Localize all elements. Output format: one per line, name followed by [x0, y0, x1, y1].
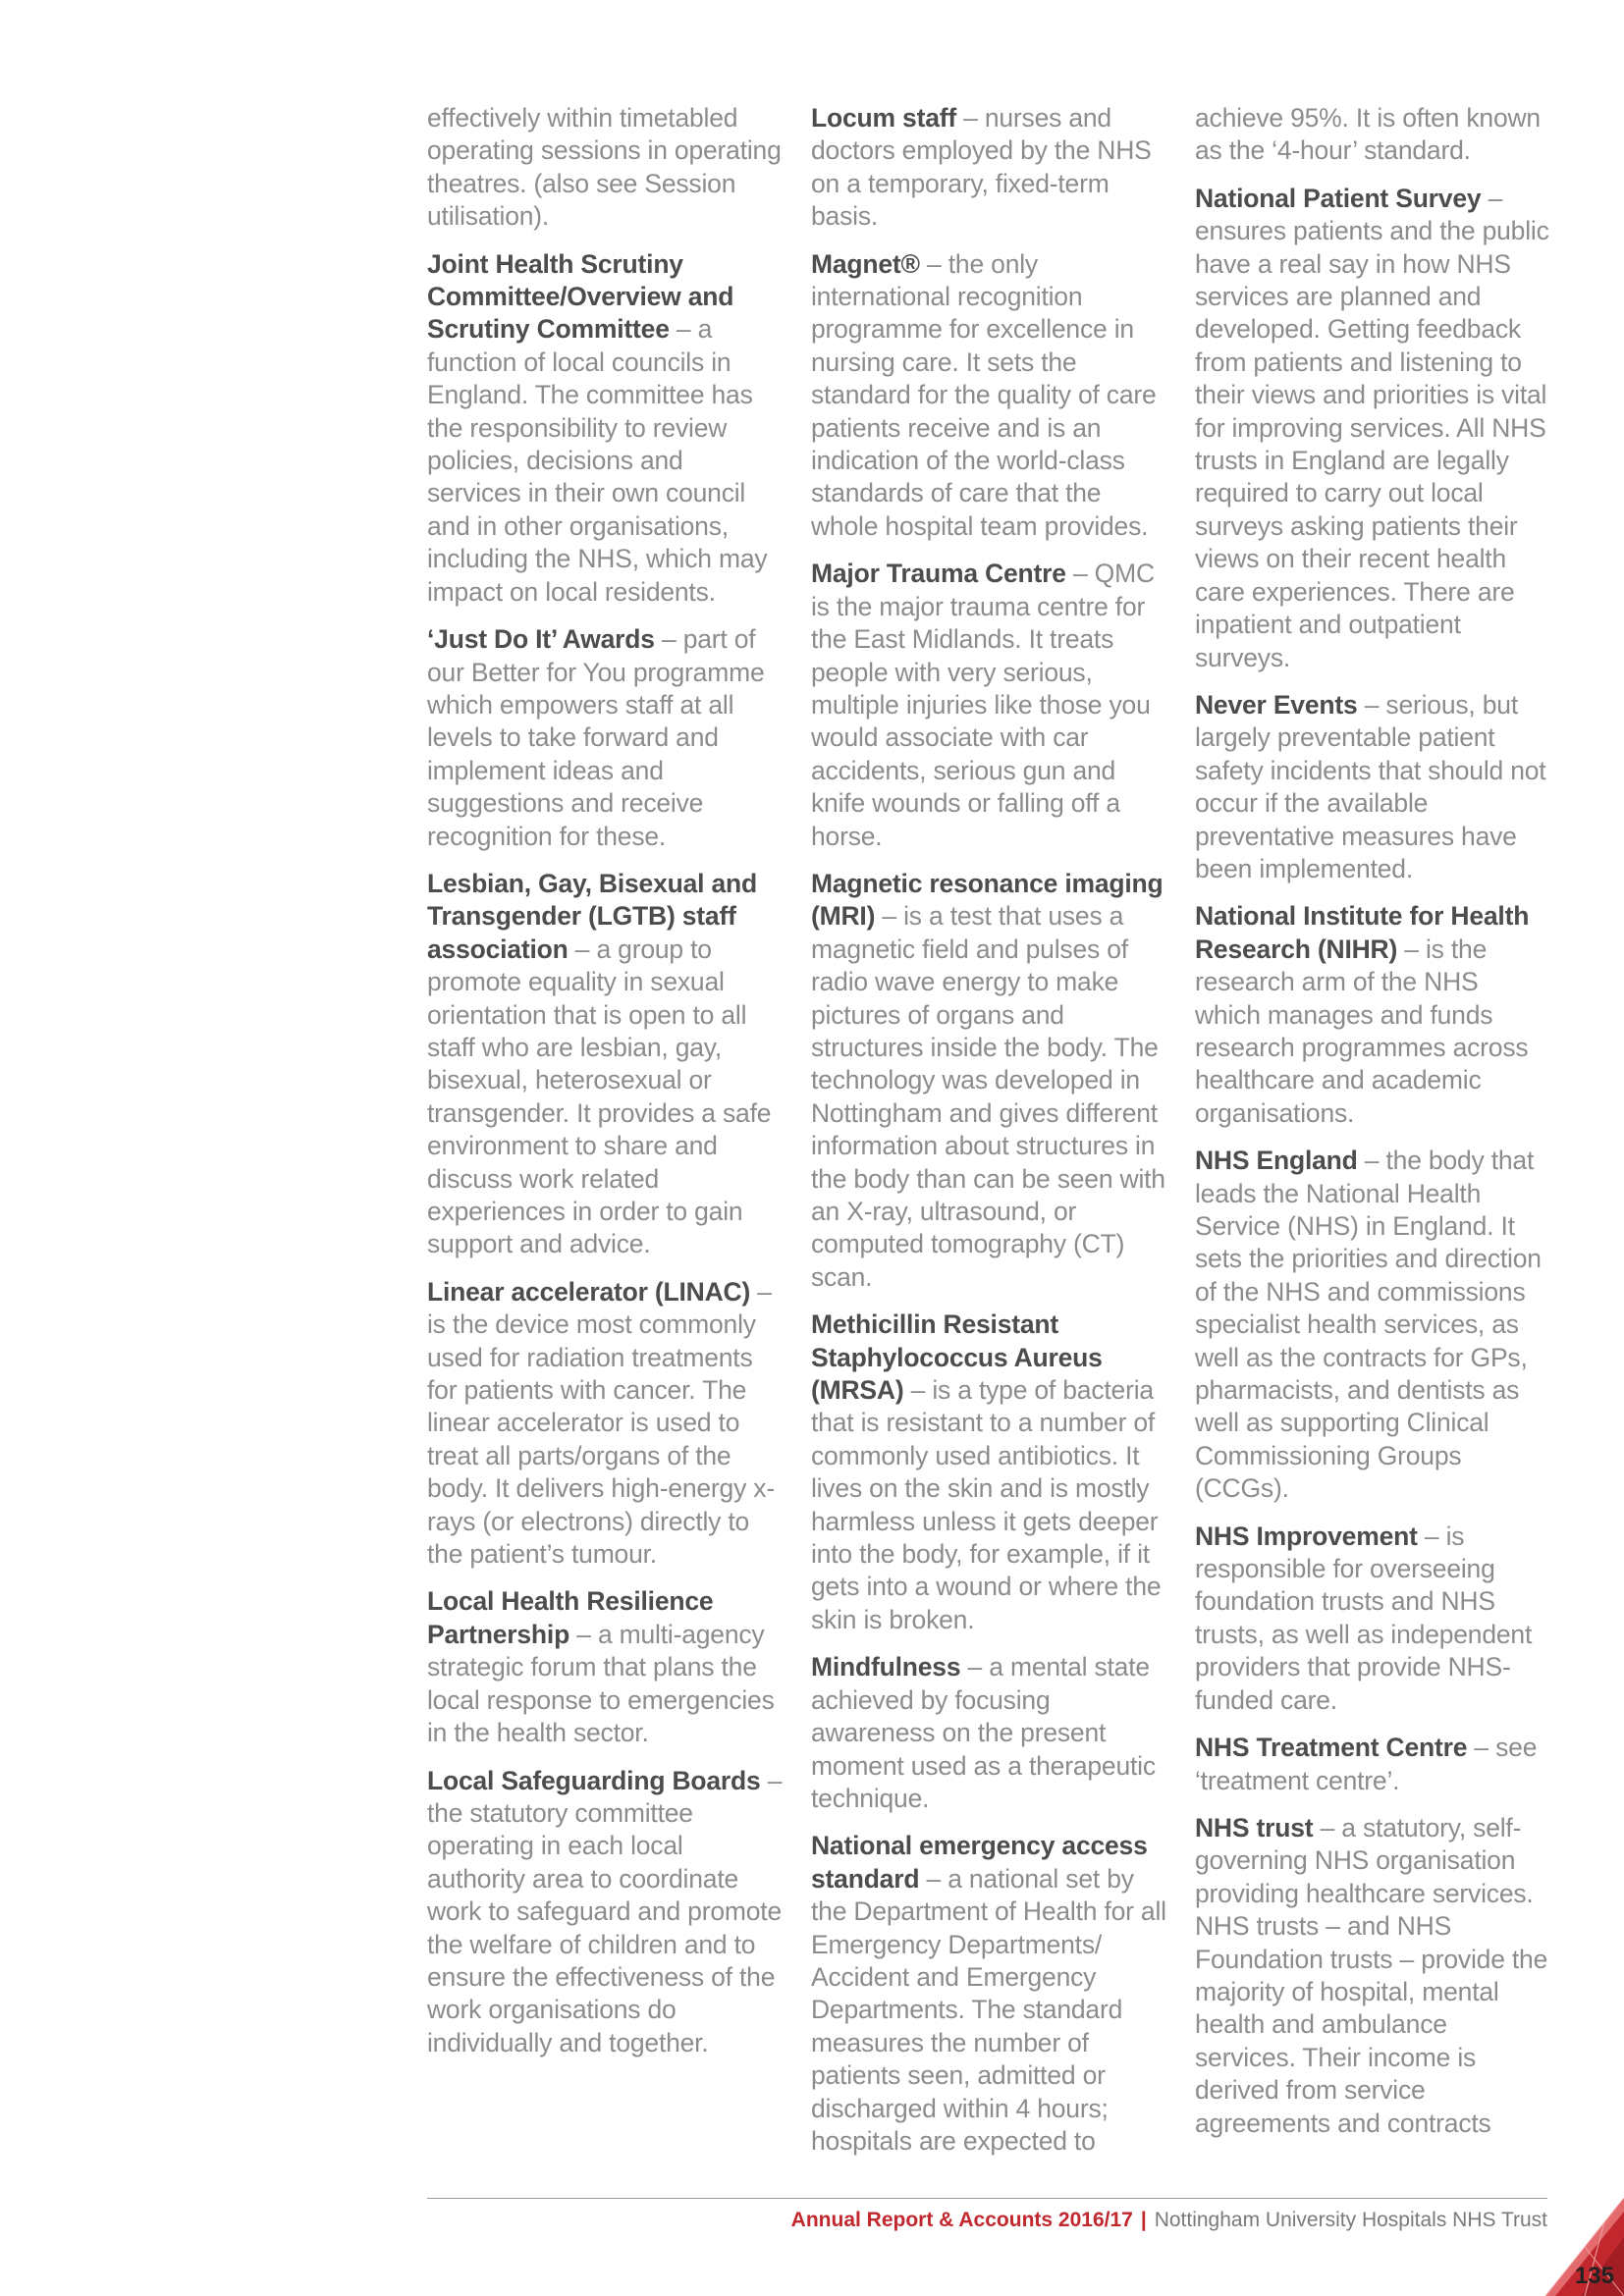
- glossary-entry: [427, 102, 783, 234]
- report-title: Annual Report & Accounts 2016/17: [790, 2209, 1133, 2231]
- glossary-entry: [427, 1585, 783, 1749]
- glossary-term: National Patient Survey: [1195, 183, 1482, 213]
- glossary-term: Joint Health Scrutiny Committee/Overview and Scrutiny Committee: [427, 248, 734, 345]
- glossary-entry: [811, 1651, 1166, 1815]
- glossary-term: Never Events: [1195, 689, 1358, 720]
- glossary-term: Locum staff: [811, 103, 956, 133]
- glossary-definition: – the statutory committee operating in each local authority area to coordinate work to safeguard and promote the welfare of children and to ensure the effectiveness of the work organisations do individually and together.: [427, 1765, 783, 2057]
- glossary-definition: – is a type of bacteria that is resistant to a number of commonly used antibiotics. It lives on the skin and is mostly harmless unless it gets deeper into the body, for example, if it gets into a wound or where the skin is broken.: [811, 1375, 1162, 1634]
- glossary-term: Methicillin Resistant Staphylococcus Aureus (MRSA): [811, 1309, 1103, 1406]
- glossary-definition: – a multi-agency strategic forum that plans the local response to emergencies in the health sector.: [427, 1619, 775, 1748]
- glossary-term: Local Safeguarding Boards: [427, 1765, 761, 1795]
- glossary-definition: – a function of local councils in England. The committee has the responsibility to review policies, decisions and services in their own council and in other organisations, including the NHS, which may impact on local residents.: [427, 314, 768, 607]
- glossary-definition: – ensures patients and the public have a real say in how NHS services are planned and developed. Getting feedback from patients and listening to their views and priorities is vital for improving services. All NHS trusts in England are legally required to carry out local surveys asking patients their views on their recent health care experiences. There are inpatient and outpatient surveys.: [1195, 183, 1549, 672]
- glossary-term: NHS Improvement: [1195, 1521, 1418, 1551]
- glossary-entry: [427, 868, 783, 1261]
- glossary-definition: – see ‘treatment centre’.: [1195, 1733, 1538, 1795]
- glossary-entry: [1195, 102, 1550, 168]
- glossary-term: National emergency access standard: [811, 1831, 1148, 1894]
- footer-divider: [427, 2198, 1547, 2199]
- glossary-entry: [1195, 1145, 1550, 1505]
- glossary-definition: – a group to promote equality in sexual orientation that is open to all staff who are lesbian, gay, bisexual, heterosexual or transgender. It provides a safe environment to share and discuss work related experiences in order to gain support and advice.: [427, 934, 772, 1259]
- glossary-definition: – QMC is the major trauma centre for the East Midlands. It treats people with very serious, multiple injuries like those you would associate with car accidents, serious gun and knife wounds or falling off a horse.: [811, 559, 1155, 851]
- glossary-term: ‘Just Do It’ Awards: [427, 624, 655, 655]
- glossary-column-1: [427, 102, 783, 2074]
- glossary-entry: [811, 102, 1166, 234]
- glossary-definition: – a mental state achieved by focusing awareness on the present moment used as a therapeutic technique.: [811, 1652, 1156, 1813]
- glossary-definition: – a national set by the Department of Health for all Emergency Departments/ Accident and Emergency Departments. The standard measures the number of patients seen, admitted or discharged within 4 hours; hospitals are expected to: [811, 1863, 1166, 2156]
- glossary-term: Lesbian, Gay, Bisexual and Transgender (LGTB) staff association: [427, 868, 757, 964]
- entry-continuation: achieve 95%. It is often known as the ‘4-hour’ standard.: [1195, 103, 1541, 166]
- entry-continuation: effectively within timetabled operating sessions in operating theatres. (also see Session utilisation).: [427, 103, 782, 232]
- page-number: 135: [1574, 2263, 1614, 2289]
- glossary-definition: – serious, but largely preventable patient safety incidents that should not occur if the available preventative measures have been implemented.: [1195, 689, 1546, 883]
- glossary-term: Magnetic resonance imaging (MRI): [811, 868, 1164, 932]
- glossary-definition: – is the research arm of the NHS which manages and funds research programmes across healthcare and academic organisations.: [1195, 934, 1529, 1128]
- glossary-definition: – the only international recognition programme for excellence in nursing care. It sets the standard for the quality of care patients receive and is an indication of the world-class standards of care that the whole hospital team provides.: [811, 248, 1157, 541]
- glossary-term: Local Health Resilience Partnership: [427, 1586, 714, 1649]
- glossary-term: NHS England: [1195, 1146, 1358, 1176]
- glossary-entry: [811, 1308, 1166, 1636]
- glossary-definition: – nurses and doctors employed by the NHS on a temporary, fixed-term basis.: [811, 103, 1152, 232]
- glossary-entry: [427, 1765, 783, 2060]
- glossary-entry: [1195, 1812, 1550, 2140]
- glossary-entry: [811, 1830, 1166, 2158]
- glossary-entry: [427, 248, 783, 609]
- glossary-entry: [427, 623, 783, 853]
- glossary-column-2: [811, 102, 1166, 2172]
- glossary-entry: [1195, 689, 1550, 885]
- glossary-entry: [1195, 1521, 1550, 1717]
- glossary-definition: – part of our Better for You programme which empowers staff at all levels to take forward and implement ideas and suggestions and receive recognition for these.: [427, 624, 765, 851]
- glossary-term: Magnet®: [811, 248, 920, 279]
- glossary-term: NHS trust: [1195, 1812, 1314, 1842]
- footer-separator: |: [1140, 2209, 1147, 2231]
- glossary-entry: [811, 868, 1166, 1294]
- glossary-entry: [1195, 183, 1550, 674]
- glossary-definition: – is responsible for overseeing foundation trusts and NHS trusts, as well as independent providers that provide NHS-funded care.: [1195, 1521, 1533, 1715]
- glossary-definition: – a statutory, self-governing NHS organisation providing healthcare services. NHS trusts – and NHS Foundation trusts – provide the majority of hospital, mental health and ambulance services. Their income is derived from service agreements and contracts: [1195, 1812, 1548, 2138]
- glossary-entry: [427, 1276, 783, 1572]
- glossary-term: NHS Treatment Centre: [1195, 1733, 1468, 1763]
- glossary-entry: [811, 558, 1166, 853]
- organisation-name: Nottingham University Hospitals NHS Trust: [1154, 2209, 1547, 2231]
- glossary-definition: – is the device most commonly used for radiation treatments for patients with cancer. The linear accelerator is used to treat all parts/organs of the body. It delivers high-energy x-rays (or electrons) directly to the patient’s tumour.: [427, 1276, 775, 1570]
- glossary-definition: – the body that leads the National Health Service (NHS) in England. It sets the priorities and direction of the NHS and commissions specialist health services, as well as the contracts for GPs, pharmacists, and dentists as well as supporting Clinical Commissioning Groups (CCGs).: [1195, 1146, 1542, 1504]
- glossary-term: National Institute for Health Research (NIHR): [1195, 901, 1530, 964]
- glossary-term: Mindfulness: [811, 1652, 961, 1682]
- glossary-definition: – is a test that uses a magnetic field and pulses of radio wave energy to make pictures of organs and structures inside the body. The technology was developed in Nottingham and gives different information about structures in the body than can be seen with an X-ray, ultrasound, or computed tomography (CT) scan.: [811, 901, 1165, 1292]
- glossary-entry: [1195, 1732, 1550, 1797]
- glossary-entry: [811, 248, 1166, 544]
- glossary-term: Linear accelerator (LINAC): [427, 1276, 751, 1307]
- glossary-entry: [1195, 900, 1550, 1130]
- page-footer: [791, 2207, 1547, 2234]
- glossary-term: Major Trauma Centre: [811, 559, 1066, 589]
- glossary-column-3: [1195, 102, 1550, 2155]
